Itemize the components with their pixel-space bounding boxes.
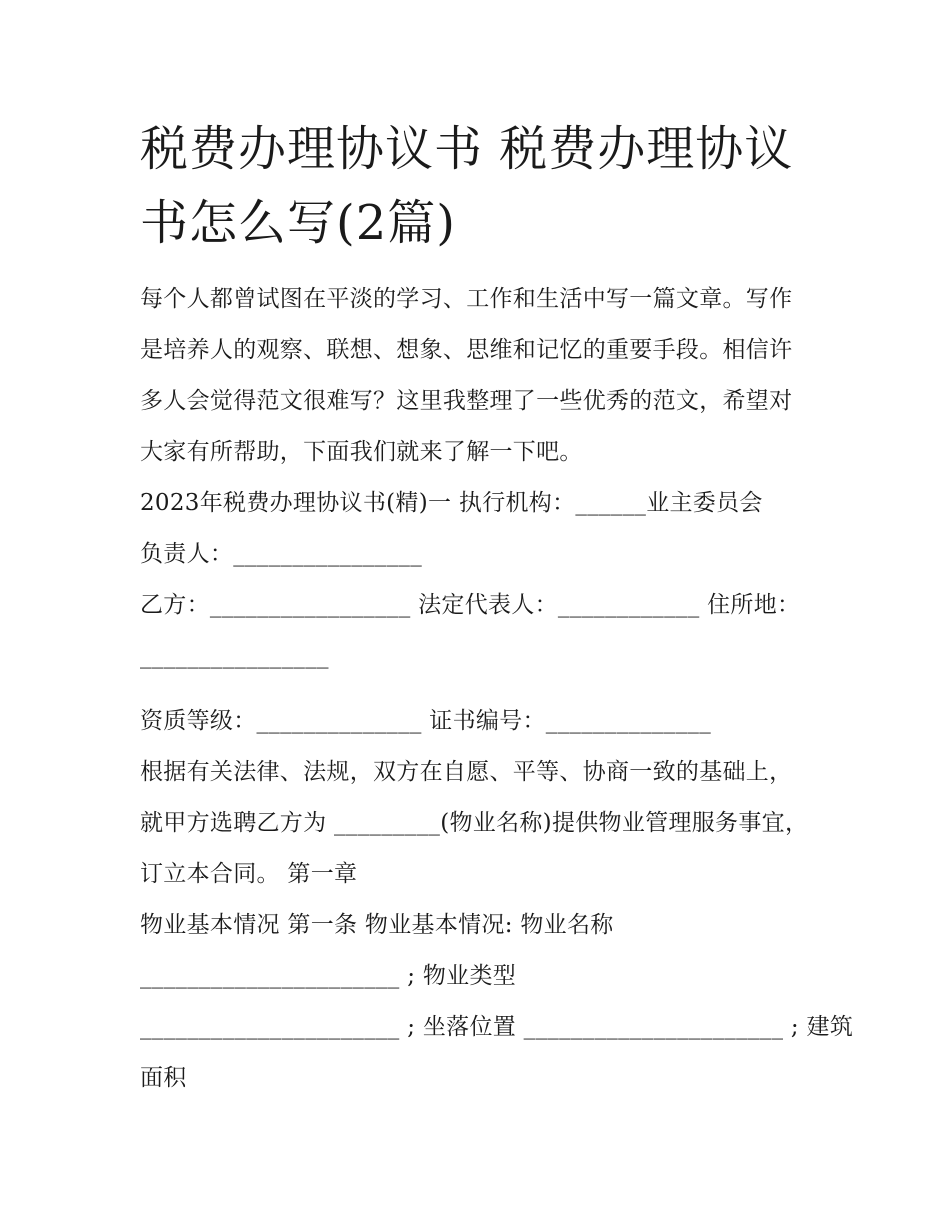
address-blank-line: ________________ [140,643,329,669]
area-line: 面积 [140,1065,187,1091]
agreement-heading-line: 2023年税费办理协议书(精)一 执行机构：______业主委员会 [140,490,763,516]
responsible-person-line: 负责人：________________ [140,541,422,567]
intro-paragraph: 每个人都曾试图在平淡的学习、工作和生活中写一篇文章。写作是培养人的观察、联想、想象、思维和记忆的重要手段。相信许多人会觉得范文很难写？这里我整理了一些优秀的范文，希望对大家有所帮助，下面我们就来了解一下吧。 [140,286,793,465]
document-page [140,112,854,1104]
qualification-line: 资质等级：______________ 证书编号：______________ [140,708,712,734]
document-title: 税费办理协议书 税费办理协议书怎么写(2篇) [140,121,794,251]
party-b-line: 乙方：_________________ 法定代表人：____________ 住所地： [140,592,801,618]
location-line: ______________________ ; 坐落位置 ______________________ ; 建筑 [140,1014,854,1040]
property-type-line: ______________________ ; 物业类型 [140,963,517,989]
property-info-line: 物业基本情况 第一条 物业基本情况: 物业名称 [140,912,614,938]
basis-paragraph: 根据有关法律、法规，双方在自愿、平等、协商一致的基础上，就甲方选聘乙方为 _________(物业名称)提供物业管理服务事宜，订立本合同。 第一章 [140,759,809,887]
